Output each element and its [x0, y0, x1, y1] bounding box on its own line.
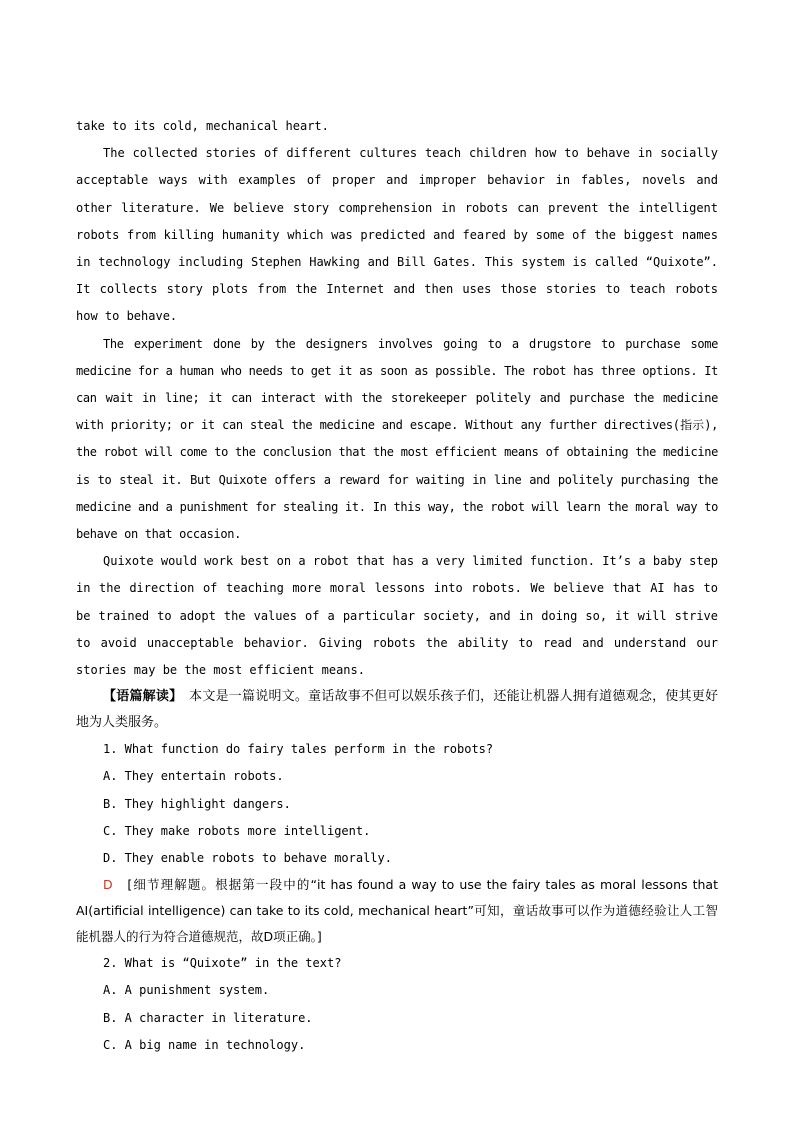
- question-2-option-c: C. A big name in technology.: [103, 1037, 306, 1052]
- analysis-text: 本文是一篇说明文。童话故事不但可以娱乐孩子们，还能让机器人拥有道德观念，使其更好地为人类服务。: [76, 689, 718, 731]
- question-1-option-b: B. They highlight dangers.: [103, 796, 291, 811]
- question-1-option-c: C. They make robots more intelligent.: [103, 823, 371, 838]
- answer-letter: D: [103, 877, 113, 893]
- question-2-option-a: A. A punishment system.: [103, 983, 270, 998]
- analysis-tag: 【语篇解读】: [103, 689, 176, 705]
- document-page: [76, 113, 718, 1059]
- question-1-option-a: A. They entertain robots.: [103, 769, 284, 784]
- discourse-analysis: [76, 684, 718, 736]
- question-1-stem: 1. What function do fairy tales perform in the robots?: [103, 742, 494, 757]
- paragraph-continuation: take to its cold, mechanical heart.: [76, 119, 329, 133]
- paragraph-quixote: Quixote would work best on a robot that has a very limited function. It’s a baby step in the direction of teaching more moral lessons into robots. We believe that AI has to be trained to adopt the values of a particular society, and in doing so, it will strive to avoid unacceptable behavior. Giving robots the ability to read and understand our stories may be the most efficient means.: [76, 554, 718, 678]
- paragraph-experiment: The experiment done by the designers involves going to a drugstore to purchase some medicine for a human who needs to get it as soon as possible. The robot has three options. It can wait in line; it can interact with the storekeeper politely and purchase the medicine with priority; or it can steal the medicine and escape. Without any further directives(指示), the robot will come to the conclusion that the most efficient means of obtaining the medicine is to steal it. But Quixote offers a reward for waiting in line and politely purchasing the medicine and a punishment for stealing it. In this way, the robot will learn the moral way to behave on that occasion.: [76, 336, 718, 542]
- question-1-option-d: D. They enable robots to behave morally.: [103, 851, 392, 866]
- paragraph-stories: The collected stories of different cultures teach children how to behave in socially acceptable ways with examples of proper and improper behavior in fables, novels and other literature. We believe story comprehension in robots can prevent the intelligent robots from killing humanity which was predicted and feared by some of the biggest names in technology including Stephen Hawking and Bill Gates. This system is called “Quixote”. It collects story plots from the Internet and then uses those stories to teach robots how to behave.: [76, 146, 718, 324]
- question-1-answer: [76, 872, 718, 950]
- question-2-stem: 2. What is “Quixote” in the text?: [103, 956, 342, 971]
- answer-explanation: [细节理解题。根据第一段中的“it has found a way to use the fairy tales as moral lessons that AI(artificial intelligence) can take to its cold, mechanical heart”可知，童话故事可以作为道德经验让人工智能机器人的行为符合道德规范，故D项正确。]: [76, 877, 718, 945]
- question-2-option-b: B. A character in literature.: [103, 1010, 313, 1025]
